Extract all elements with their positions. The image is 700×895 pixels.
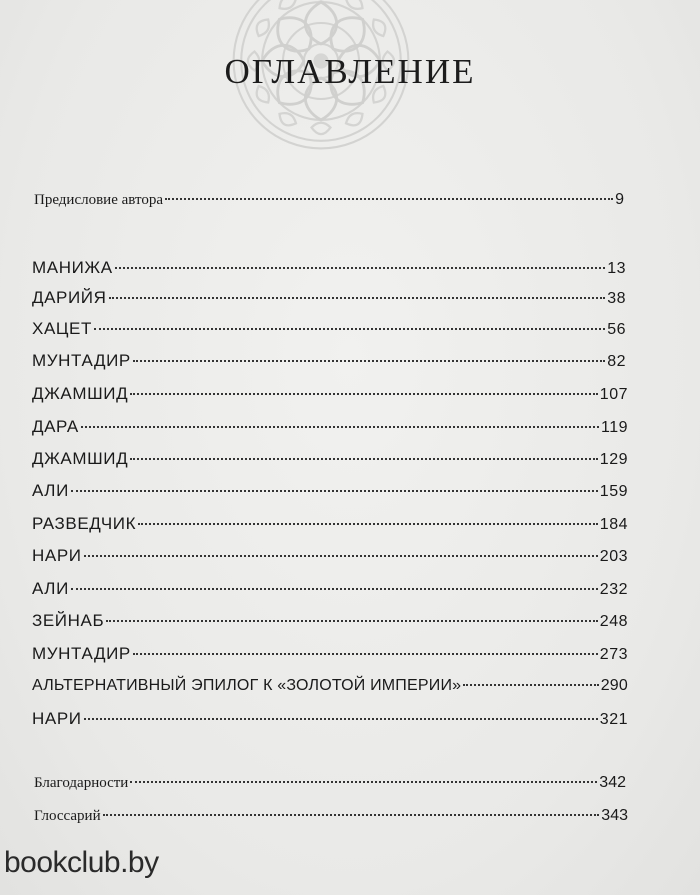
dot-leader [165,198,613,200]
toc-entry-page: 343 [601,807,628,824]
toc-entry-label: ЗЕЙНАБ [32,611,105,630]
toc-entry-chapter[interactable] [32,288,626,308]
toc-entry-label: Предисловие автора [34,192,163,208]
toc-entry-label: АЛИ [32,481,69,500]
toc-entry-chapter[interactable] [32,709,628,729]
toc-entry-chapter[interactable] [32,514,628,534]
toc-entry-glossary[interactable] [34,807,628,825]
dot-leader [94,328,605,330]
dot-leader [133,653,598,655]
toc-entry-page: 203 [599,548,628,565]
toc-entry-chapter[interactable] [32,417,628,437]
toc-entry-page: 107 [599,386,628,403]
dot-leader [106,620,598,622]
toc-entry-label: МУНТАДИР [32,644,131,663]
toc-entry-page: 321 [599,711,628,728]
watermark: bookclub.by [4,846,159,879]
toc-entry-page: 290 [600,677,628,694]
dot-leader [463,684,598,686]
dot-leader [71,490,598,492]
toc-entry-foreword[interactable] [34,191,624,209]
toc-entry-page: 56 [607,321,626,338]
toc-entry-label: АЛЬТЕРНАТИВНЫЙ ЭПИЛОГ К «ЗОЛОТОЙ ИМПЕРИИ» [32,677,462,694]
page-title: ОГЛАВЛЕНИЕ [224,52,476,91]
toc-entry-label: МУНТАДИР [32,351,131,370]
toc-entry-label: ХАЦЕТ [32,319,92,338]
toc-entry-page: 184 [599,516,628,533]
toc-entry-label: Глоссарий [34,808,101,824]
toc-entry-acknowledgements[interactable] [34,774,626,792]
dot-leader [71,588,598,590]
toc-entry-label: ДЖАМШИД [32,384,129,403]
toc-entry-page: 9 [615,191,624,208]
toc-entry-label: НАРИ [32,546,82,565]
toc-entry-chapter[interactable] [32,579,628,599]
toc-entry-label: ДАРИЙЯ [32,288,107,307]
toc-entry-page: 119 [600,419,628,436]
dot-leader [130,781,597,783]
toc-entry-chapter[interactable] [32,384,628,404]
dot-leader [81,426,599,428]
dot-leader [130,393,598,395]
toc-entry-chapter[interactable] [32,351,626,371]
dot-leader [109,297,606,299]
toc-entry-chapter[interactable] [32,449,628,469]
toc-entry-chapter[interactable] [32,319,626,339]
toc-entry-label: НАРИ [32,709,82,728]
dot-leader [138,523,598,525]
toc-entry-chapter[interactable] [32,644,628,664]
toc-entry-label: ДЖАМШИД [32,449,129,468]
toc-entry-chapter[interactable] [32,546,628,566]
dot-leader [115,267,606,269]
toc-entry-page: 129 [599,451,628,468]
toc-entry-label: МАНИЖА [32,258,113,277]
dot-leader [130,458,598,460]
toc-entry-label: ДАРА [32,417,79,436]
dot-leader [133,360,605,362]
dot-leader [84,555,598,557]
toc-entry-label: РАЗВЕДЧИК [32,514,137,533]
toc-entry-page: 38 [607,290,626,307]
toc-entry-label: АЛИ [32,579,69,598]
toc-entry-page: 13 [607,260,626,277]
toc-entry-page: 159 [599,483,628,500]
toc-entry-page: 248 [599,613,628,630]
toc-entry-page: 273 [599,646,628,663]
toc-entry-chapter[interactable] [32,677,628,695]
toc-entry-page: 82 [607,353,626,370]
dot-leader [103,814,600,816]
toc-entry-page: 342 [599,774,626,791]
toc-entry-chapter[interactable] [32,481,628,501]
dot-leader [84,718,598,720]
toc-entry-label: Благодарности [34,775,129,791]
toc-entry-chapter[interactable] [32,258,626,278]
toc-entry-page: 232 [599,581,628,598]
toc-entry-chapter[interactable] [32,611,628,631]
